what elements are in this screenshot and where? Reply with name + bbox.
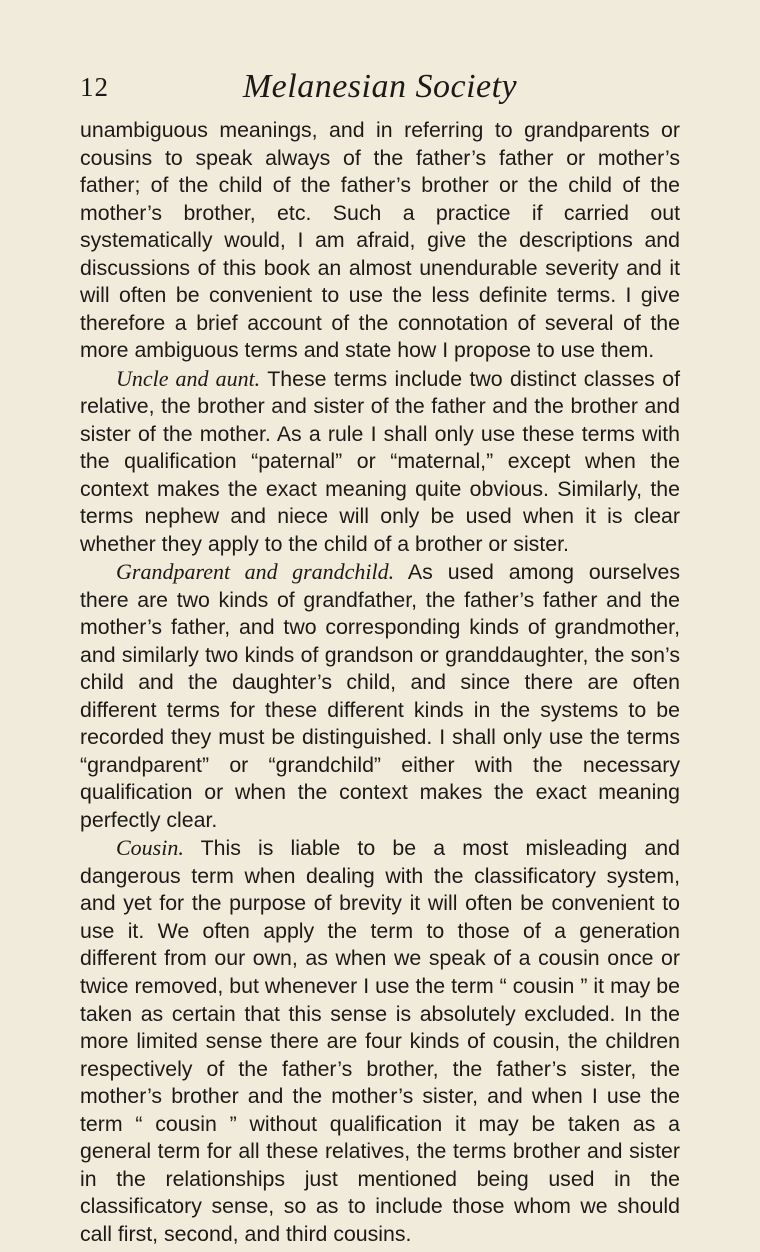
paragraph-text: As used among ourselves there are two kinds of grandfather, the father’s father and the mother’s father, and two corresponding kinds of grandmother, and similarly two kinds of grandson or granddaughter, the son’s child and the daughter’s child, and since there are often different terms for these different kinds in the systems to be recorded they must be distinguished. I shall only use the terms “grandparent” or “grandchild” either with the necessary qualification or when the context makes the exact meaning perfectly clear. xyxy=(80,560,680,832)
paragraph-text: These terms include two distinct classes of relative, the brother and sister of the father and the brother and sister of the mother. As a rule I shall only use these terms with the qualification “paternal” or “maternal,” except when the context makes the exact meaning quite obvious. Similarly, the terms nephew and niece will only be used when it is clear whether they apply to the child of a brother or sister. xyxy=(80,366,680,556)
page-number: 12 xyxy=(80,72,109,102)
body-text xyxy=(80,117,680,1248)
paragraph-text: This is liable to be a most misleading and dangerous term when dealing with the classificatory system, and yet for the purpose of brevity it will often be convenient to use it. We often apply the term to those of a generation different from our own, as when we speak of a cousin once or twice removed, but whenever I use the term “ cousin ” it may be taken as certain that this sense is absolutely excluded. In the more limited sense there are four kinds of cousin, the children respectively of the father’s brother, the father’s sister, the mother’s brother and the mother’s sister, and when I use the term “ cousin ” without qualification it may be taken as a general term for all these relatives, the terms brother and sister in the relationships just mentioned being used in the classificatory sense, so as to include those whom we should call first, second, and third cousins. xyxy=(80,836,680,1246)
paragraph-cousin xyxy=(80,834,680,1248)
paragraph-uncle-and-aunt xyxy=(80,365,680,559)
paragraph-lead: Cousin. xyxy=(116,835,184,861)
paragraph-text: unambiguous meanings, and in referring to grandparents or cousins to speak always of the father’s father or mother’s father; of the child of the father’s brother or the child of the mother’s brother, etc. Such a practice if carried out systematically would, I am afraid, give the descriptions and discussions of this book an almost unendurable severity and it will often be convenient to use the less definite terms. I give therefore a brief account of the connotation of several of the more ambiguous terms and state how I propose to use them. xyxy=(80,118,680,363)
paragraph-lead: Grandparent and grandchild. xyxy=(116,559,395,585)
paragraph-grandparent-and-grandchild xyxy=(80,558,680,834)
paragraph-lead: Uncle and aunt. xyxy=(116,365,261,391)
paragraph-continuation xyxy=(80,117,680,365)
page-header xyxy=(0,68,760,108)
running-title: Melanesian Society xyxy=(242,68,518,105)
